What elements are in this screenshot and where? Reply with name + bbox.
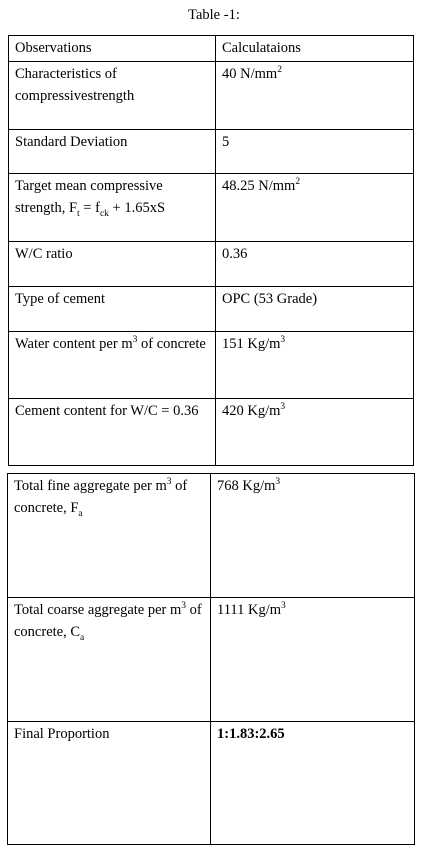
calc-final-proportion: 1:1.83:2.65: [211, 722, 415, 845]
table-row: [9, 399, 414, 466]
table-row: [8, 598, 415, 722]
calc-cement-type: OPC (53 Grade): [216, 287, 414, 332]
obs-compressive-strength: Characteristics of compressivestrength: [9, 62, 216, 130]
obs-wc-ratio: W/C ratio: [9, 242, 216, 287]
calc-target-mean-strength: 48.25 $N/mm^2$: [216, 174, 414, 242]
obs-fine-aggregate: Total fine aggregate per $m^3$ of concrete, $F_a$: [8, 474, 211, 598]
table-caption: Table -1:: [188, 7, 240, 23]
table-row: [8, 722, 415, 845]
obs-final-proportion: Final Proportion: [8, 722, 211, 845]
header-calculations: Calculataions: [216, 36, 414, 62]
calc-coarse-aggregate: 1111 $Kg/m^3$: [211, 598, 415, 722]
obs-target-mean-strength: Target mean compressive strength, $F_t = f_{ck} + 1.65xS$: [9, 174, 216, 242]
obs-cement-content: Cement content for W/C = 0.36: [9, 399, 216, 466]
table-row: [9, 287, 414, 332]
table-header-row: [9, 36, 414, 62]
obs-cement-type: Type of cement: [9, 287, 216, 332]
table-row: [9, 242, 414, 287]
calc-fine-aggregate: 768 $Kg/m^3$: [211, 474, 415, 598]
obs-water-content: Water content per $m^3$ of concrete: [9, 332, 216, 399]
table-row: [9, 62, 414, 130]
calc-cement-content: 420 $Kg/m^3$: [216, 399, 414, 466]
calc-water-content: 151 $Kg/m^3$: [216, 332, 414, 399]
obs-coarse-aggregate: Total coarse aggregate per $m^3$ of concrete, $C_a$: [8, 598, 211, 722]
mix-design-table: [8, 35, 414, 466]
obs-standard-deviation: Standard Deviation: [9, 130, 216, 174]
table-row: [9, 174, 414, 242]
table-row: [9, 130, 414, 174]
calc-compressive-strength: 40 $N/mm^2$: [216, 62, 414, 130]
calc-wc-ratio: 0.36: [216, 242, 414, 287]
aggregate-table: [7, 473, 415, 845]
table-row: [9, 332, 414, 399]
calc-standard-deviation: 5: [216, 130, 414, 174]
header-observations: Observations: [9, 36, 216, 62]
table-row: [8, 474, 415, 598]
